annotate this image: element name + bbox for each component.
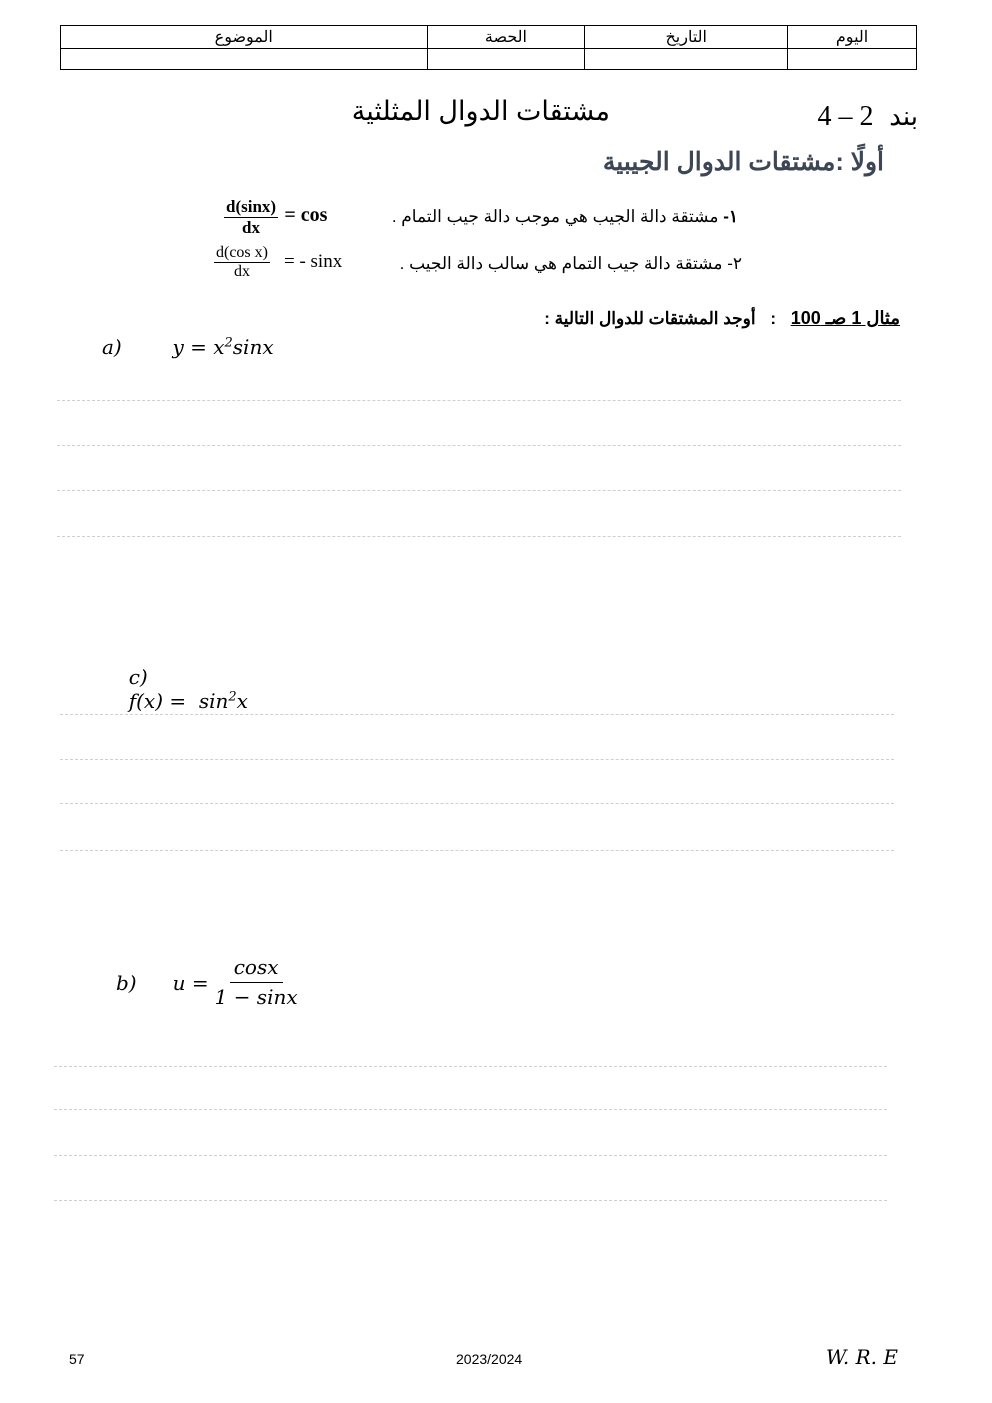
date-header-cell: التاريخ bbox=[585, 26, 788, 49]
answer-line-b-4[interactable] bbox=[54, 1200, 887, 1201]
exercise-c-label: c) bbox=[128, 665, 148, 689]
answer-line-c-4[interactable] bbox=[60, 850, 894, 851]
answer-line-b-3[interactable] bbox=[54, 1155, 887, 1156]
answer-line-a-1[interactable] bbox=[57, 400, 901, 401]
exercise-a-exponent: 2 bbox=[224, 335, 233, 351]
answer-line-c-3[interactable] bbox=[60, 803, 894, 804]
rule-1-numerator: d(sinx) bbox=[226, 197, 277, 216]
exercise-a bbox=[102, 335, 274, 359]
rule-2-denominator: dx bbox=[233, 263, 250, 281]
section-prefix: بند bbox=[889, 101, 918, 131]
exercise-a-rhs: sinx bbox=[232, 335, 274, 359]
exercise-b-numerator: cosx bbox=[230, 956, 283, 983]
rule-1-text bbox=[392, 207, 738, 227]
section-number-value: 4 – 2 bbox=[817, 101, 874, 132]
exercise-b-fraction bbox=[213, 956, 300, 1009]
rule-1-fraction bbox=[224, 197, 278, 237]
rule-2-description: مشتقة دالة جيب التمام هي سالب دالة الجيب . bbox=[399, 254, 723, 273]
rule-1-description: مشتقة دالة الجيب هي موجب دالة جيب التمام . bbox=[391, 207, 719, 226]
exercise-a-lhs: y = x bbox=[172, 335, 225, 359]
rule-2-numerator: d(cos x) bbox=[214, 244, 270, 263]
example-instruction: أوجد المشتقات للدوال التالية : bbox=[544, 309, 756, 328]
author-initials: W. R. E bbox=[825, 1345, 898, 1369]
rule-1-result: = cos bbox=[284, 203, 328, 226]
rule-2 bbox=[210, 244, 750, 290]
exercise-c-lhs: f(x) = sin bbox=[128, 689, 229, 713]
example-colon: : bbox=[770, 309, 776, 328]
rule-2-fraction bbox=[214, 244, 270, 282]
answer-line-a-3[interactable] bbox=[57, 490, 901, 491]
day-value-cell[interactable] bbox=[788, 49, 917, 70]
answer-line-a-2[interactable] bbox=[57, 445, 901, 446]
rule-1-formula bbox=[224, 197, 327, 237]
exercise-b-label: b) bbox=[116, 970, 137, 995]
answer-line-b-1[interactable] bbox=[54, 1066, 887, 1067]
answer-line-c-2[interactable] bbox=[60, 759, 894, 760]
subject-value-cell[interactable] bbox=[61, 49, 428, 70]
page-number: 57 bbox=[69, 1351, 85, 1367]
example-line bbox=[544, 308, 900, 329]
academic-year: 2023/2024 bbox=[456, 1351, 523, 1367]
answer-line-a-4[interactable] bbox=[57, 536, 901, 537]
subject-header-cell: الموضوع bbox=[61, 26, 428, 49]
day-header-cell: اليوم bbox=[788, 26, 917, 49]
answer-line-c-1[interactable] bbox=[60, 714, 894, 715]
exercise-a-label: a) bbox=[102, 335, 122, 359]
rule-2-text bbox=[400, 254, 742, 274]
rule-2-formula bbox=[214, 244, 342, 282]
period-value-cell[interactable] bbox=[427, 49, 585, 70]
exercise-c bbox=[116, 641, 248, 713]
exercise-b bbox=[116, 956, 300, 1009]
header-table bbox=[60, 25, 917, 70]
exercise-c-rhs: x bbox=[236, 689, 248, 713]
example-label: مثال 1 صـ 100 bbox=[790, 308, 900, 328]
subsection-title: أولًا :مشتقات الدوال الجيبية bbox=[602, 148, 884, 176]
period-header-cell: الحصة bbox=[427, 26, 585, 49]
rule-1-denominator: dx bbox=[242, 217, 261, 237]
exercise-b-denominator: 1 − sinx bbox=[214, 985, 298, 1009]
rule-2-marker: ٢- bbox=[727, 254, 742, 273]
answer-line-b-2[interactable] bbox=[54, 1109, 887, 1110]
rule-1 bbox=[210, 197, 750, 243]
section-number bbox=[817, 100, 918, 133]
rule-2-result: = - sinx bbox=[283, 250, 343, 272]
exercise-c-exponent: 2 bbox=[228, 689, 237, 705]
exercise-b-lhs: u = bbox=[172, 970, 209, 995]
rule-1-marker: ١- bbox=[723, 207, 738, 226]
section-title: مشتقات الدوال المثلثية bbox=[351, 96, 610, 126]
date-value-cell[interactable] bbox=[585, 49, 788, 70]
